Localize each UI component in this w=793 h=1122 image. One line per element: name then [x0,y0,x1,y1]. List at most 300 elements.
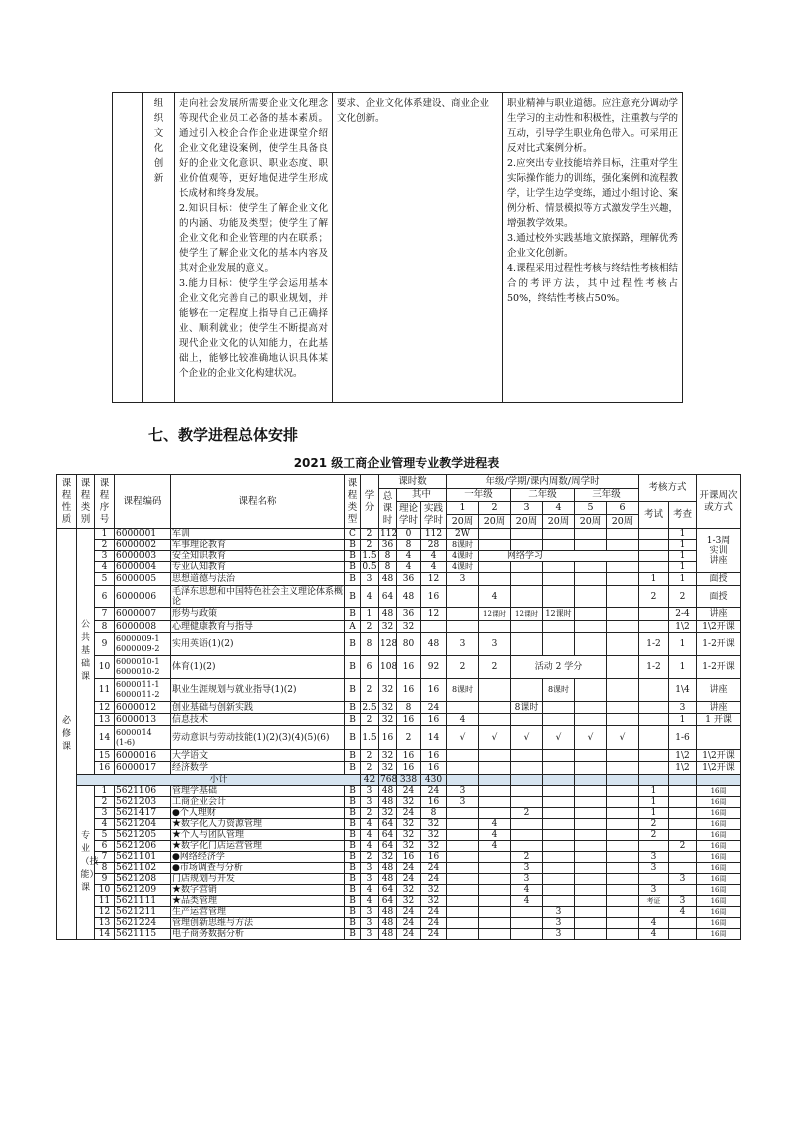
seq-cell: 16 [95,762,115,775]
credit-cell: 8 [361,633,379,656]
header-seq: 课程序号 [95,475,115,529]
name-cell: 实用英语(1)(2) [171,633,345,656]
header-code: 课程编码 [115,475,171,529]
s4-cell [543,714,575,726]
practice-cell: 14 [421,726,447,750]
total-cell: 16 [379,726,397,750]
s1-cell [447,702,479,714]
subtotal-empty [607,775,639,786]
open-cell: 面授 [697,586,741,608]
s6-cell [607,863,639,874]
name-cell: 工商企业会计 [171,797,345,808]
total-cell: 32 [379,808,397,819]
schedule-title: 2021 级工商企业管理专业教学进程表 [293,456,500,470]
check-cell [669,830,697,841]
name-cell: ★数字化门店运营管理 [171,841,345,852]
s4-cell [543,762,575,775]
seq-cell: 10 [95,656,115,679]
s6-cell [607,562,639,573]
header-weeks: 20周 [447,515,479,529]
name-cell: ●个人理财 [171,808,345,819]
s1-cell [447,586,479,608]
exam-cell: 3 [639,863,669,874]
header-nature: 课程性质 [57,475,77,529]
name-cell: ●市场调查与分析 [171,863,345,874]
s6-cell [607,750,639,762]
theory-cell: 32 [397,621,421,633]
name-cell: 思想道德与法治 [171,573,345,586]
s5-cell [575,529,607,540]
s3-cell [511,907,543,918]
s1-cell [447,907,479,918]
total-cell: 64 [379,819,397,830]
total-cell: 48 [379,929,397,940]
theory-cell: 36 [397,573,421,586]
s2-cell [479,918,511,929]
s4-cell [543,529,575,540]
open-cell: 16周 [697,863,741,874]
type-cell: B [345,841,361,852]
credit-cell: 4 [361,586,379,608]
code-cell: 5621101 [115,852,171,863]
s1-cell [447,830,479,841]
seq-cell: 3 [95,808,115,819]
s1-cell: 8课时 [447,679,479,702]
table-row [57,896,741,907]
credit-cell: 3 [361,786,379,797]
s1-cell [447,929,479,940]
name-cell: 形势与政策 [171,608,345,621]
practice-cell: 92 [421,656,447,679]
s3-cell [511,586,543,608]
s4-cell [543,562,575,573]
header-name: 课程名称 [171,475,345,529]
table-row [57,797,741,808]
s6-cell [607,907,639,918]
s1-cell [447,874,479,885]
practice-cell: 16 [421,679,447,702]
s1-cell [447,750,479,762]
s5-cell [575,714,607,726]
s1-cell [447,896,479,907]
exam-cell: 1 [639,573,669,586]
table-row [57,841,741,852]
type-cell: B [345,863,361,874]
s5-cell [575,679,607,702]
name-cell: 信息技术 [171,714,345,726]
total-cell: 32 [379,762,397,775]
open-cell: 16周 [697,852,741,863]
table-row [57,573,741,586]
table-row [57,918,741,929]
s5-cell [575,819,607,830]
credit-cell: 1.5 [361,726,379,750]
s2-cell: 3 [479,633,511,656]
code-cell: 5621115 [115,929,171,940]
s4-cell [543,633,575,656]
name-cell: ★品类管理 [171,896,345,907]
name-cell: ★数字营销 [171,885,345,896]
s1-cell: 3 [447,797,479,808]
s2-cell [479,808,511,819]
s6-cell [607,621,639,633]
exam-cell [639,679,669,702]
credit-cell: 2.5 [362,702,377,713]
code-cell: 5621204 [115,819,171,830]
teaching-schedule-table [56,474,741,940]
s5-cell [575,540,607,551]
s5-cell: √ [575,726,607,750]
code-cell: 6000005 [115,573,171,586]
theory-cell: 8 [397,540,421,551]
open-cell: 16周 [697,830,741,841]
code-cell: 6000010-1 6000010-2 [115,656,171,679]
semester-cell [607,656,639,679]
subtotal-practice: 430 [421,775,447,786]
s3-cell [511,918,543,929]
practice-cell: 16 [421,750,447,762]
s1-cell [447,608,479,621]
s4-cell: 3 [543,929,575,940]
table-row [57,714,741,726]
s2-cell [479,863,511,874]
s1-cell: 4 [447,714,479,726]
objective-paragraph: 走向社会发展所需要企业文化理念等现代企业员工必备的基本素质。通过引入校企合作企业进课堂介绍企业文化建设案例，使学生具备良好的企业文化意识、职业态度、职业价值观等，更好地促进学生形成长成材和终身发展。 [179,98,328,199]
s3-cell [511,797,543,808]
s1-cell [447,852,479,863]
check-cell [669,819,697,830]
credit-cell: 2 [361,679,379,702]
code-cell: 6000014 (1-6) [115,726,171,750]
code-cell: 5621211 [115,907,171,918]
practice-cell: 24 [421,786,447,797]
s1-cell [447,863,479,874]
s1-cell: 4课时 [447,551,479,562]
practice-cell: 32 [421,841,447,852]
seq-cell: 4 [95,562,115,573]
header-weeks: 20周 [479,515,511,529]
header-sem-3: 3 [511,502,543,515]
check-cell: 2 [669,586,697,608]
check-cell: 3 [669,896,697,907]
table-row [57,874,741,885]
objective-paragraph: 3.能力目标：使学生学会运用基本企业文化完善自己的职业规划，并能够在一定程度上指导自己正确择业、顺利就业；使学生不断提高对现代企业文化的认知能力，在此基础上，能够比较准确地认识具体某个企业的企业文化构建状况。 [179,278,328,379]
s3-cell: 12课时 [511,608,543,621]
s2-cell [479,786,511,797]
credit-cell: 3 [361,929,379,940]
s6-cell [607,929,639,940]
subtotal-credit: 42 [361,775,379,786]
total-cell: 48 [379,573,397,586]
practice-cell: 32 [421,885,447,896]
theory-cell: 24 [397,874,421,885]
s6-cell: √ [607,726,639,750]
name-cell: 创业基础与创新实践 [171,702,345,714]
s2-cell [479,762,511,775]
s1-cell: 3 [447,573,479,586]
s5-cell [575,621,607,633]
theory-cell: 24 [397,786,421,797]
theory-cell: 24 [397,907,421,918]
type-cell: B [345,702,361,714]
type-cell: C [345,529,361,540]
type-cell: B [345,551,361,562]
s3-cell [511,819,543,830]
table-row [57,762,741,775]
header-sem-1: 1 [447,502,479,515]
methods-cell [503,93,683,403]
practice-cell: 16 [421,797,447,808]
code-cell: 6000011-1 6000011-2 [115,679,171,702]
s4-cell [543,573,575,586]
theory-cell: 24 [397,918,421,929]
credit-cell: 4 [361,830,379,841]
table-row [57,621,741,633]
name-cell: ★个人与团队管理 [171,830,345,841]
check-cell: 1 [669,714,697,726]
s5-cell [575,885,607,896]
s4-cell [543,702,575,714]
s5-cell [575,874,607,885]
code-cell: 5621208 [115,874,171,885]
open-cell: 16周 [697,808,741,819]
open-cell: 1\2开课 [697,750,741,762]
practice-cell: 16 [421,714,447,726]
table-row [57,540,741,551]
practice-cell: 12 [421,573,447,586]
total-cell: 8 [379,562,397,573]
seq-cell: 1 [95,786,115,797]
s6-cell [607,608,639,621]
section-heading: 七、教学进程总体安排 [148,426,299,444]
theory-cell: 0 [397,529,421,540]
open-cell: 1 开课 [697,714,741,726]
nature-label: 必修课 [61,715,71,752]
practice-cell: 24 [421,863,447,874]
type-cell: B [345,540,361,551]
s5-cell [575,896,607,907]
s4-cell [543,808,575,819]
name-cell: 职业生涯规划与就业指导(1)(2) [171,679,345,702]
open-cell: 1-2开课 [697,656,741,679]
seq-cell: 14 [95,929,115,940]
s5-cell [575,750,607,762]
name-cell: ★数字化人力资源管理 [171,819,345,830]
seq-cell: 5 [95,830,115,841]
s6-cell [607,874,639,885]
header-weeks: 20周 [511,515,543,529]
subtotal-empty [575,775,607,786]
table-row [57,852,741,863]
s4-cell: 3 [543,918,575,929]
s5-cell [575,586,607,608]
s1-cell: 3 [447,633,479,656]
s4-cell [543,830,575,841]
s1-cell [447,762,479,775]
practice-cell: 48 [421,633,447,656]
opening-cell: 1-3周 实训 讲座 [697,529,741,573]
theory-cell: 80 [397,633,421,656]
s5-cell [575,633,607,656]
theory-cell: 16 [397,679,421,702]
credit-cell: 2 [361,808,379,819]
type-cell: B [345,852,361,863]
subtotal-empty [543,775,575,786]
theory-cell: 16 [397,750,421,762]
exam-cell [639,714,669,726]
s5-cell [575,702,607,714]
s4-cell [543,863,575,874]
s3-cell: 4 [511,885,543,896]
open-cell: 16周 [697,841,741,852]
category-label: 公共基础课 [80,620,90,682]
credit-cell: 4 [361,885,379,896]
credit-cell: 3 [361,874,379,885]
practice-cell: 32 [421,830,447,841]
s3-cell [511,621,543,633]
credit-cell: 4 [361,896,379,907]
table-row [57,830,741,841]
name-cell: 体育(1)(2) [171,656,345,679]
exam-cell: 1 [639,808,669,819]
code-cell: 6000006 [115,586,171,608]
s6-cell [607,573,639,586]
practice-cell: 16 [421,586,447,608]
seq-cell: 7 [95,608,115,621]
credit-cell: 3 [361,573,379,586]
s2-cell [479,679,511,702]
s5-cell [575,797,607,808]
practice-cell: 12 [421,608,447,621]
s6-cell [607,896,639,907]
theory-cell: 4 [397,562,421,573]
theory-cell: 32 [397,896,421,907]
seq-cell: 11 [95,679,115,702]
code-cell: 6000013 [115,714,171,726]
s2-cell [479,702,511,714]
total-cell: 48 [379,874,397,885]
name-cell: 经济数学 [171,762,345,775]
header-type: 课程类型 [345,475,361,529]
s2-cell: √ [479,726,511,750]
s2-cell [479,714,511,726]
table-row [57,679,741,702]
code-cell: 6000008 [115,621,171,633]
method-paragraph: 4.课程采用过程性考核与终结性考核相结合的考评方法，其中过程性考核占50%，终结性考核占50%。 [507,263,678,304]
theory-cell: 32 [397,841,421,852]
exam-cell [639,540,669,551]
theory-cell: 32 [397,830,421,841]
check-cell [669,797,697,808]
seq-cell: 13 [95,918,115,929]
s2-cell [479,621,511,633]
type-cell: B [345,819,361,830]
credit-cell: 1 [361,608,379,621]
s3-cell [511,786,543,797]
table-row [57,808,741,819]
check-cell [669,885,697,896]
s5-cell [575,841,607,852]
credit-cell: 4 [361,841,379,852]
course-label: 组织文化创新 [153,98,164,184]
method-paragraph: 职业精神与职业道德。应注意充分调动学生学习的主动性和积极性，注重教与学的互动，引导学生职业角色带入。可采用正反对比式案例分析。 [507,98,679,154]
seq-cell: 10 [95,885,115,896]
check-cell: 2 [669,841,697,852]
semester-cell: 活动 2 学分 [511,656,607,679]
practice-cell: 24 [421,874,447,885]
table-row [57,726,741,750]
header-assess: 考核方式 [639,475,697,502]
s3-cell [511,573,543,586]
check-cell [669,786,697,797]
total-cell: 32 [379,702,397,714]
s1-cell: 4课时 [447,562,479,573]
s4-cell [543,586,575,608]
credit-cell: 3 [361,907,379,918]
s2-cell: 4 [479,586,511,608]
s3-cell [511,679,543,702]
code-cell: 5621111 [115,896,171,907]
table-row [57,819,741,830]
s4-cell: 3 [543,907,575,918]
check-cell: 1 [669,633,697,656]
s6-cell [607,633,639,656]
s6-cell [607,679,639,702]
exam-cell [639,874,669,885]
type-cell: B [345,830,361,841]
total-cell: 32 [379,750,397,762]
s3-cell [511,529,543,540]
seq-cell: 6 [95,586,115,608]
s2-cell: 12课时 [479,608,511,621]
s2-cell [479,797,511,808]
theory-cell: 16 [397,656,421,679]
check-cell [669,852,697,863]
seq-cell: 1 [95,529,115,540]
s4-cell [543,540,575,551]
exam-cell: 3 [639,885,669,896]
exam-cell [639,562,669,573]
theory-cell: 24 [397,929,421,940]
practice-cell: 4 [421,562,447,573]
s4-cell [543,786,575,797]
practice-cell [421,621,447,633]
check-cell: 1 [669,540,697,551]
credit-cell: 2 [361,529,379,540]
s2-cell [479,907,511,918]
total-cell: 48 [379,918,397,929]
exam-cell: 2 [639,586,669,608]
check-cell: 1\2 [669,762,697,775]
s6-cell [607,797,639,808]
name-cell: 门店规划与开发 [171,874,345,885]
s2-cell [479,852,511,863]
theory-cell: 32 [397,885,421,896]
seq-cell: 7 [95,852,115,863]
open-cell: 讲座 [697,679,741,702]
credit-cell: 3 [361,797,379,808]
open-cell: 16周 [697,896,741,907]
total-cell: 48 [379,797,397,808]
header-sem-5: 5 [575,502,607,515]
type-cell: B [345,750,361,762]
table-row [57,562,741,573]
s3-cell: 2 [511,808,543,819]
s1-cell [447,841,479,852]
header-weeks: 20周 [575,515,607,529]
s5-cell [575,929,607,940]
total-cell: 48 [379,608,397,621]
